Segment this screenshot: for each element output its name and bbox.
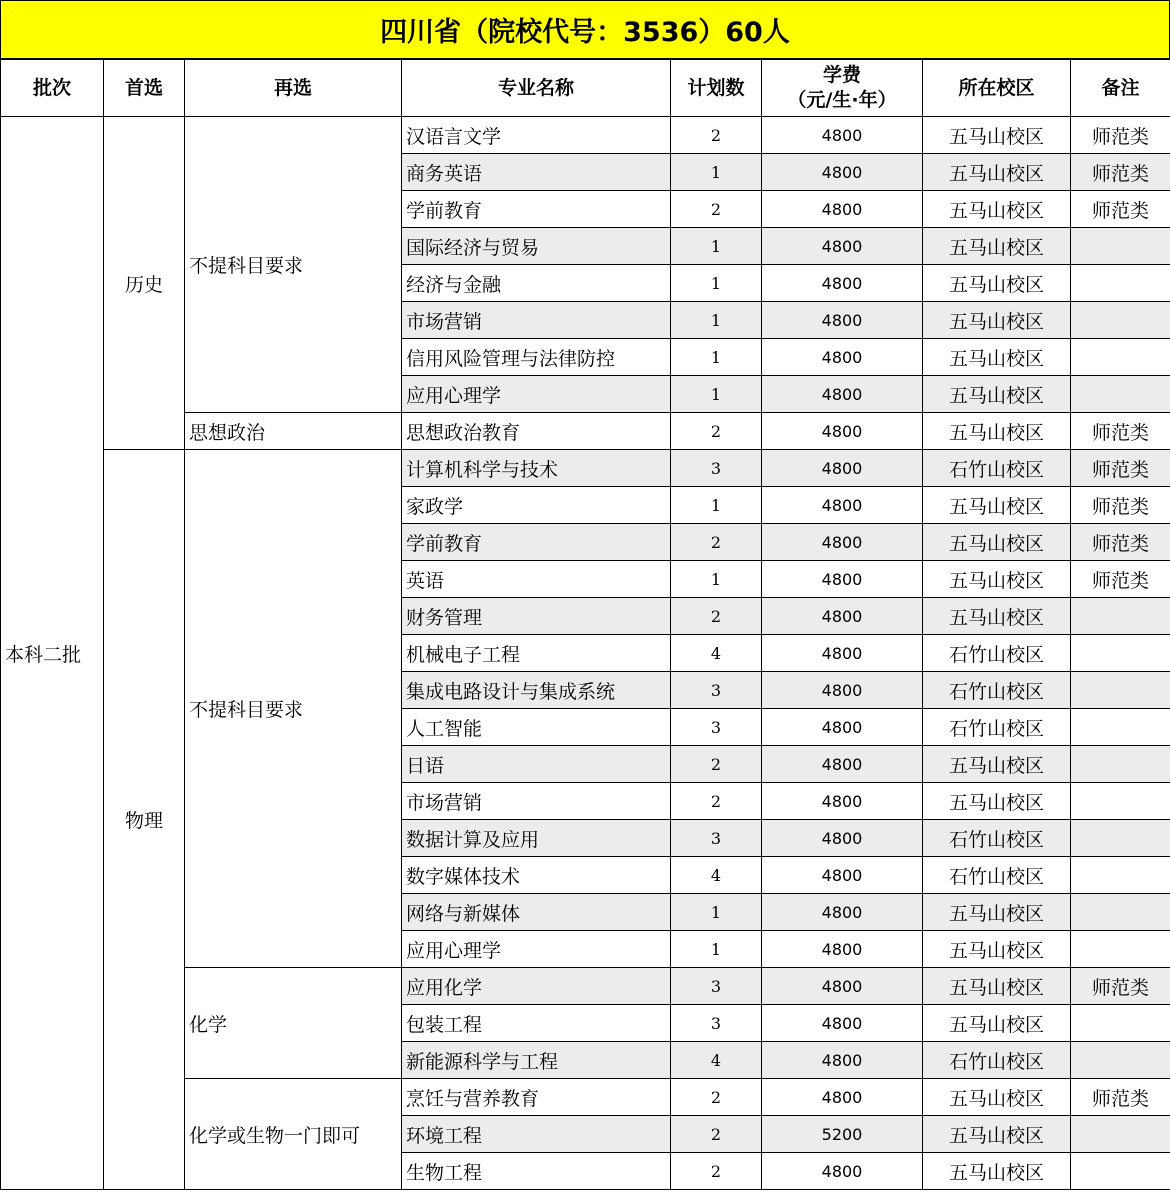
plan-cell: 2 bbox=[671, 191, 762, 228]
plan-cell: 2 bbox=[671, 746, 762, 783]
major-cell: 数字媒体技术 bbox=[402, 857, 671, 894]
batch-cell: 本科二批 bbox=[1, 117, 104, 1190]
plan-cell: 3 bbox=[671, 709, 762, 746]
table-body bbox=[1, 117, 1170, 1190]
major-cell: 计算机科学与技术 bbox=[402, 450, 671, 487]
campus-cell: 五马山校区 bbox=[923, 1153, 1071, 1190]
major-cell: 应用心理学 bbox=[402, 931, 671, 968]
second-choice-cell: 思想政治 bbox=[185, 413, 402, 450]
campus-cell: 五马山校区 bbox=[923, 265, 1071, 302]
note-cell: 师范类 bbox=[1071, 450, 1170, 487]
fee-cell: 4800 bbox=[762, 746, 923, 783]
note-cell: 师范类 bbox=[1071, 561, 1170, 598]
major-cell: 烹饪与营养教育 bbox=[402, 1079, 671, 1116]
major-cell: 环境工程 bbox=[402, 1116, 671, 1153]
header-row bbox=[1, 60, 1170, 117]
fee-cell: 4800 bbox=[762, 339, 923, 376]
major-cell: 机械电子工程 bbox=[402, 635, 671, 672]
first-choice-cell: 历史 bbox=[104, 117, 185, 450]
major-cell: 集成电路设计与集成系统 bbox=[402, 672, 671, 709]
major-cell: 数据计算及应用 bbox=[402, 820, 671, 857]
fee-cell: 4800 bbox=[762, 894, 923, 931]
table-title: 四川省（院校代号：3536）60人 bbox=[0, 0, 1170, 59]
plan-cell: 2 bbox=[671, 598, 762, 635]
major-cell: 信用风险管理与法律防控 bbox=[402, 339, 671, 376]
fee-cell: 4800 bbox=[762, 709, 923, 746]
header-note: 备注 bbox=[1071, 60, 1170, 117]
plan-cell: 1 bbox=[671, 302, 762, 339]
fee-cell: 4800 bbox=[762, 302, 923, 339]
header-first-choice: 首选 bbox=[104, 60, 185, 117]
plan-cell: 2 bbox=[671, 1153, 762, 1190]
fee-cell: 4800 bbox=[762, 117, 923, 154]
note-cell bbox=[1071, 1005, 1170, 1042]
campus-cell: 五马山校区 bbox=[923, 894, 1071, 931]
note-cell bbox=[1071, 931, 1170, 968]
major-cell: 人工智能 bbox=[402, 709, 671, 746]
campus-cell: 五马山校区 bbox=[923, 302, 1071, 339]
header-fee bbox=[762, 60, 923, 117]
plan-cell: 1 bbox=[671, 154, 762, 191]
note-cell: 师范类 bbox=[1071, 487, 1170, 524]
major-cell: 应用化学 bbox=[402, 968, 671, 1005]
note-cell bbox=[1071, 376, 1170, 413]
note-cell bbox=[1071, 820, 1170, 857]
fee-cell: 4800 bbox=[762, 1079, 923, 1116]
campus-cell: 五马山校区 bbox=[923, 524, 1071, 561]
note-cell bbox=[1071, 709, 1170, 746]
second-choice-cell: 化学或生物一门即可 bbox=[185, 1079, 402, 1190]
major-cell: 生物工程 bbox=[402, 1153, 671, 1190]
second-choice-cell: 不提科目要求 bbox=[185, 450, 402, 968]
fee-cell: 4800 bbox=[762, 154, 923, 191]
note-cell bbox=[1071, 302, 1170, 339]
fee-cell: 4800 bbox=[762, 413, 923, 450]
campus-cell: 五马山校区 bbox=[923, 1079, 1071, 1116]
fee-cell: 4800 bbox=[762, 1005, 923, 1042]
campus-cell: 五马山校区 bbox=[923, 117, 1071, 154]
plan-cell: 1 bbox=[671, 228, 762, 265]
fee-cell: 4800 bbox=[762, 820, 923, 857]
campus-cell: 五马山校区 bbox=[923, 228, 1071, 265]
major-cell: 经济与金融 bbox=[402, 265, 671, 302]
major-cell: 网络与新媒体 bbox=[402, 894, 671, 931]
plan-cell: 2 bbox=[671, 413, 762, 450]
campus-cell: 五马山校区 bbox=[923, 1005, 1071, 1042]
second-choice-cell: 化学 bbox=[185, 968, 402, 1079]
major-cell: 财务管理 bbox=[402, 598, 671, 635]
fee-cell: 4800 bbox=[762, 783, 923, 820]
note-cell bbox=[1071, 598, 1170, 635]
header-fee-line2: （元/生·年） bbox=[787, 89, 897, 111]
plan-cell: 3 bbox=[671, 820, 762, 857]
campus-cell: 五马山校区 bbox=[923, 783, 1071, 820]
major-cell: 商务英语 bbox=[402, 154, 671, 191]
fee-cell: 4800 bbox=[762, 1042, 923, 1079]
fee-cell: 4800 bbox=[762, 191, 923, 228]
note-cell bbox=[1071, 339, 1170, 376]
note-cell bbox=[1071, 894, 1170, 931]
note-cell bbox=[1071, 746, 1170, 783]
admission-plan-table bbox=[0, 59, 1170, 1190]
campus-cell: 五马山校区 bbox=[923, 154, 1071, 191]
note-cell: 师范类 bbox=[1071, 413, 1170, 450]
plan-cell: 1 bbox=[671, 487, 762, 524]
major-cell: 家政学 bbox=[402, 487, 671, 524]
fee-cell: 5200 bbox=[762, 1116, 923, 1153]
note-cell: 师范类 bbox=[1071, 191, 1170, 228]
fee-cell: 4800 bbox=[762, 1153, 923, 1190]
plan-cell: 4 bbox=[671, 1042, 762, 1079]
plan-cell: 2 bbox=[671, 117, 762, 154]
major-cell: 学前教育 bbox=[402, 191, 671, 228]
major-cell: 英语 bbox=[402, 561, 671, 598]
header-fee-line1: 学费 bbox=[822, 64, 861, 86]
note-cell: 师范类 bbox=[1071, 524, 1170, 561]
major-cell: 思想政治教育 bbox=[402, 413, 671, 450]
major-cell: 市场营销 bbox=[402, 783, 671, 820]
note-cell: 师范类 bbox=[1071, 1079, 1170, 1116]
campus-cell: 石竹山校区 bbox=[923, 857, 1071, 894]
plan-cell: 2 bbox=[671, 1079, 762, 1116]
note-cell: 师范类 bbox=[1071, 117, 1170, 154]
note-cell bbox=[1071, 635, 1170, 672]
fee-cell: 4800 bbox=[762, 265, 923, 302]
fee-cell: 4800 bbox=[762, 450, 923, 487]
note-cell bbox=[1071, 265, 1170, 302]
fee-cell: 4800 bbox=[762, 376, 923, 413]
plan-cell: 3 bbox=[671, 968, 762, 1005]
table-row bbox=[1, 450, 1170, 487]
campus-cell: 五马山校区 bbox=[923, 931, 1071, 968]
campus-cell: 五马山校区 bbox=[923, 191, 1071, 228]
note-cell bbox=[1071, 1153, 1170, 1190]
header-batch: 批次 bbox=[1, 60, 104, 117]
plan-cell: 4 bbox=[671, 857, 762, 894]
plan-cell: 1 bbox=[671, 339, 762, 376]
campus-cell: 五马山校区 bbox=[923, 561, 1071, 598]
major-cell: 应用心理学 bbox=[402, 376, 671, 413]
campus-cell: 石竹山校区 bbox=[923, 635, 1071, 672]
plan-cell: 1 bbox=[671, 376, 762, 413]
note-cell bbox=[1071, 783, 1170, 820]
major-cell: 学前教育 bbox=[402, 524, 671, 561]
fee-cell: 4800 bbox=[762, 857, 923, 894]
campus-cell: 石竹山校区 bbox=[923, 820, 1071, 857]
campus-cell: 石竹山校区 bbox=[923, 672, 1071, 709]
plan-cell: 2 bbox=[671, 783, 762, 820]
fee-cell: 4800 bbox=[762, 672, 923, 709]
fee-cell: 4800 bbox=[762, 968, 923, 1005]
campus-cell: 五马山校区 bbox=[923, 746, 1071, 783]
note-cell: 师范类 bbox=[1071, 968, 1170, 1005]
plan-cell: 1 bbox=[671, 265, 762, 302]
plan-cell: 3 bbox=[671, 672, 762, 709]
note-cell bbox=[1071, 672, 1170, 709]
plan-cell: 2 bbox=[671, 524, 762, 561]
header-second-choice: 再选 bbox=[185, 60, 402, 117]
campus-cell: 五马山校区 bbox=[923, 413, 1071, 450]
note-cell: 师范类 bbox=[1071, 154, 1170, 191]
fee-cell: 4800 bbox=[762, 561, 923, 598]
campus-cell: 五马山校区 bbox=[923, 376, 1071, 413]
campus-cell: 五马山校区 bbox=[923, 598, 1071, 635]
plan-cell: 3 bbox=[671, 450, 762, 487]
note-cell bbox=[1071, 1116, 1170, 1153]
fee-cell: 4800 bbox=[762, 931, 923, 968]
fee-cell: 4800 bbox=[762, 487, 923, 524]
first-choice-cell: 物理 bbox=[104, 450, 185, 1190]
plan-cell: 1 bbox=[671, 561, 762, 598]
major-cell: 市场营销 bbox=[402, 302, 671, 339]
note-cell bbox=[1071, 228, 1170, 265]
major-cell: 日语 bbox=[402, 746, 671, 783]
second-choice-cell: 不提科目要求 bbox=[185, 117, 402, 413]
major-cell: 包装工程 bbox=[402, 1005, 671, 1042]
campus-cell: 五马山校区 bbox=[923, 1116, 1071, 1153]
header-major: 专业名称 bbox=[402, 60, 671, 117]
header-campus: 所在校区 bbox=[923, 60, 1071, 117]
note-cell bbox=[1071, 857, 1170, 894]
plan-cell: 1 bbox=[671, 894, 762, 931]
campus-cell: 五马山校区 bbox=[923, 339, 1071, 376]
plan-cell: 1 bbox=[671, 931, 762, 968]
fee-cell: 4800 bbox=[762, 598, 923, 635]
major-cell: 汉语言文学 bbox=[402, 117, 671, 154]
note-cell bbox=[1071, 1042, 1170, 1079]
major-cell: 国际经济与贸易 bbox=[402, 228, 671, 265]
campus-cell: 五马山校区 bbox=[923, 968, 1071, 1005]
plan-cell: 4 bbox=[671, 635, 762, 672]
major-cell: 新能源科学与工程 bbox=[402, 1042, 671, 1079]
plan-cell: 3 bbox=[671, 1005, 762, 1042]
fee-cell: 4800 bbox=[762, 635, 923, 672]
header-plan: 计划数 bbox=[671, 60, 762, 117]
fee-cell: 4800 bbox=[762, 228, 923, 265]
table-row bbox=[1, 117, 1170, 154]
campus-cell: 石竹山校区 bbox=[923, 450, 1071, 487]
campus-cell: 石竹山校区 bbox=[923, 1042, 1071, 1079]
fee-cell: 4800 bbox=[762, 524, 923, 561]
plan-cell: 2 bbox=[671, 1116, 762, 1153]
campus-cell: 五马山校区 bbox=[923, 487, 1071, 524]
campus-cell: 石竹山校区 bbox=[923, 709, 1071, 746]
